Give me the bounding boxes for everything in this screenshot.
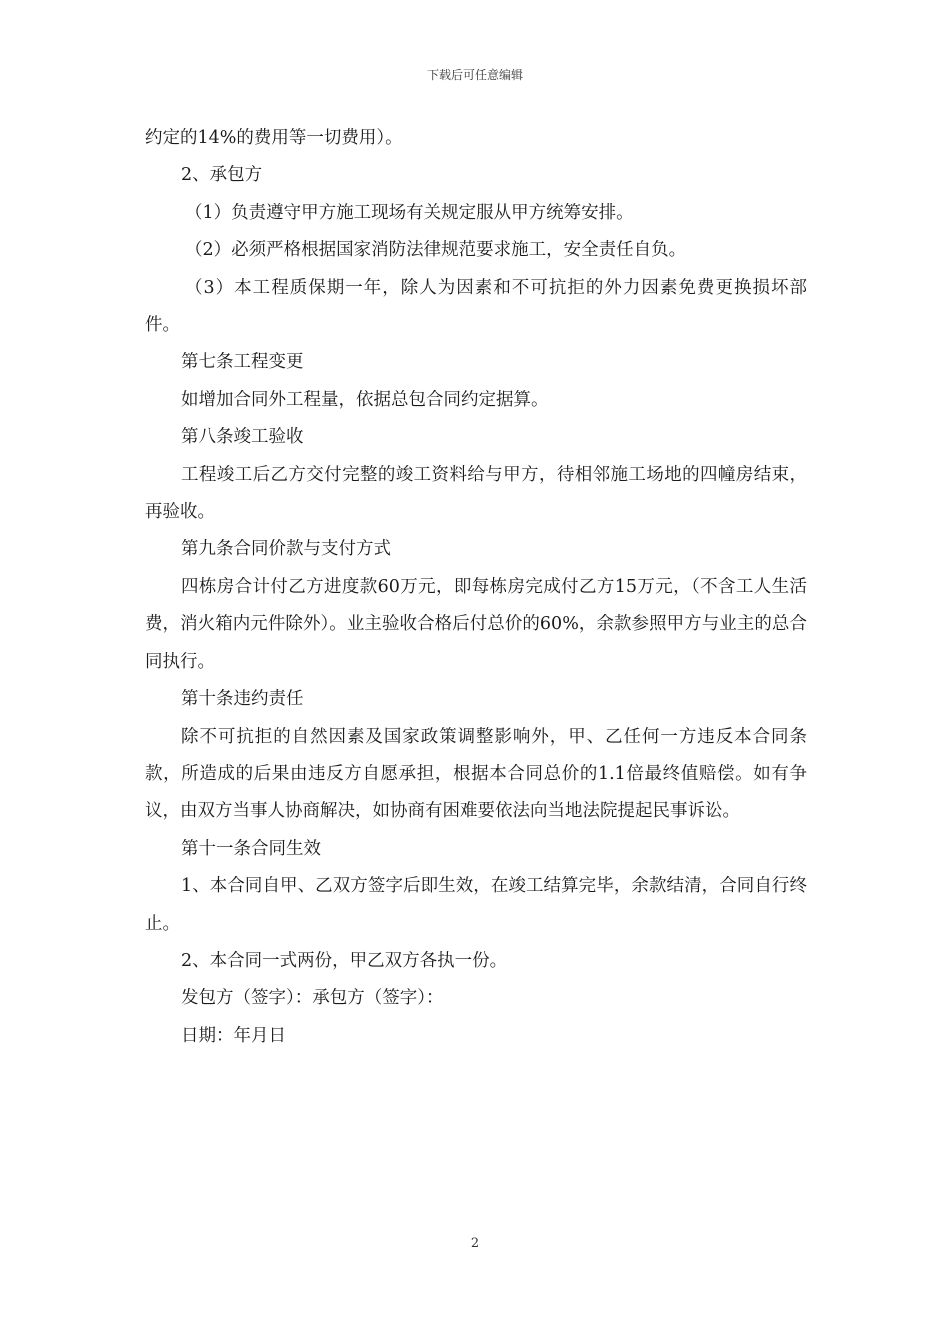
article-8-body: 工程竣工后乙方交付完整的竣工资料给与甲方，待相邻施工场地的四幢房结束，再验收。 xyxy=(145,464,807,523)
article-7-body: 如增加合同外工程量，依据总包合同约定据算。 xyxy=(181,389,549,410)
article-7-title: 第七条工程变更 xyxy=(181,352,304,373)
date-line: 日期：年月日 xyxy=(181,1025,286,1046)
article-9-title: 第九条合同价款与支付方式 xyxy=(181,539,391,560)
page-number: 2 xyxy=(470,1236,480,1251)
article-11-clause-2: 2、本合同一式两份，甲乙双方各执一份。 xyxy=(181,950,508,971)
article-9-body: 四栋房合计付乙方进度款60万元，即每栋房完成付乙方15万元，（不含工人生活费，消火箱内元件除外）。业主验收合格后付总价的60%，余款参照甲方与业主的总合同执行。 xyxy=(145,576,807,672)
heading-contractor: 2、承包方 xyxy=(181,165,263,186)
contractor-duty-3: （3）本工程质保期一年，除人为因素和不可抗拒的外力因素免费更换损坏部件。 xyxy=(145,277,807,336)
article-8-title: 第八条竣工验收 xyxy=(181,427,304,448)
contractor-duty-1: （1）负责遵守甲方施工现场有关规定服从甲方统筹安排。 xyxy=(185,202,634,223)
page-header: 下载后可任意编辑 xyxy=(426,68,523,82)
paragraph-fees-continued: 约定的14%的费用等一切费用）。 xyxy=(145,128,403,148)
signature-line: 发包方（签字）：承包方（签字）： xyxy=(181,988,444,1009)
document-body xyxy=(145,120,807,1055)
article-11-title: 第十一条合同生效 xyxy=(181,838,321,859)
article-10-title: 第十条违约责任 xyxy=(181,689,304,710)
article-11-clause-1: 1、本合同自甲、乙双方签字后即生效，在竣工结算完毕，余款结清，合同自行终止。 xyxy=(145,876,807,934)
article-10-body: 除不可抗拒的自然因素及国家政策调整影响外，甲、乙任何一方违反本合同条款，所造成的后果由违反方自愿承担，根据本合同总价的1.1倍最终值赔偿。如有争议，由双方当事人协商解决，如协商有困难要依法向当地法院提起民事诉讼。 xyxy=(145,726,807,822)
contractor-duty-2: （2）必须严格根据国家消防法律规范要求施工，安全责任自负。 xyxy=(185,240,687,261)
